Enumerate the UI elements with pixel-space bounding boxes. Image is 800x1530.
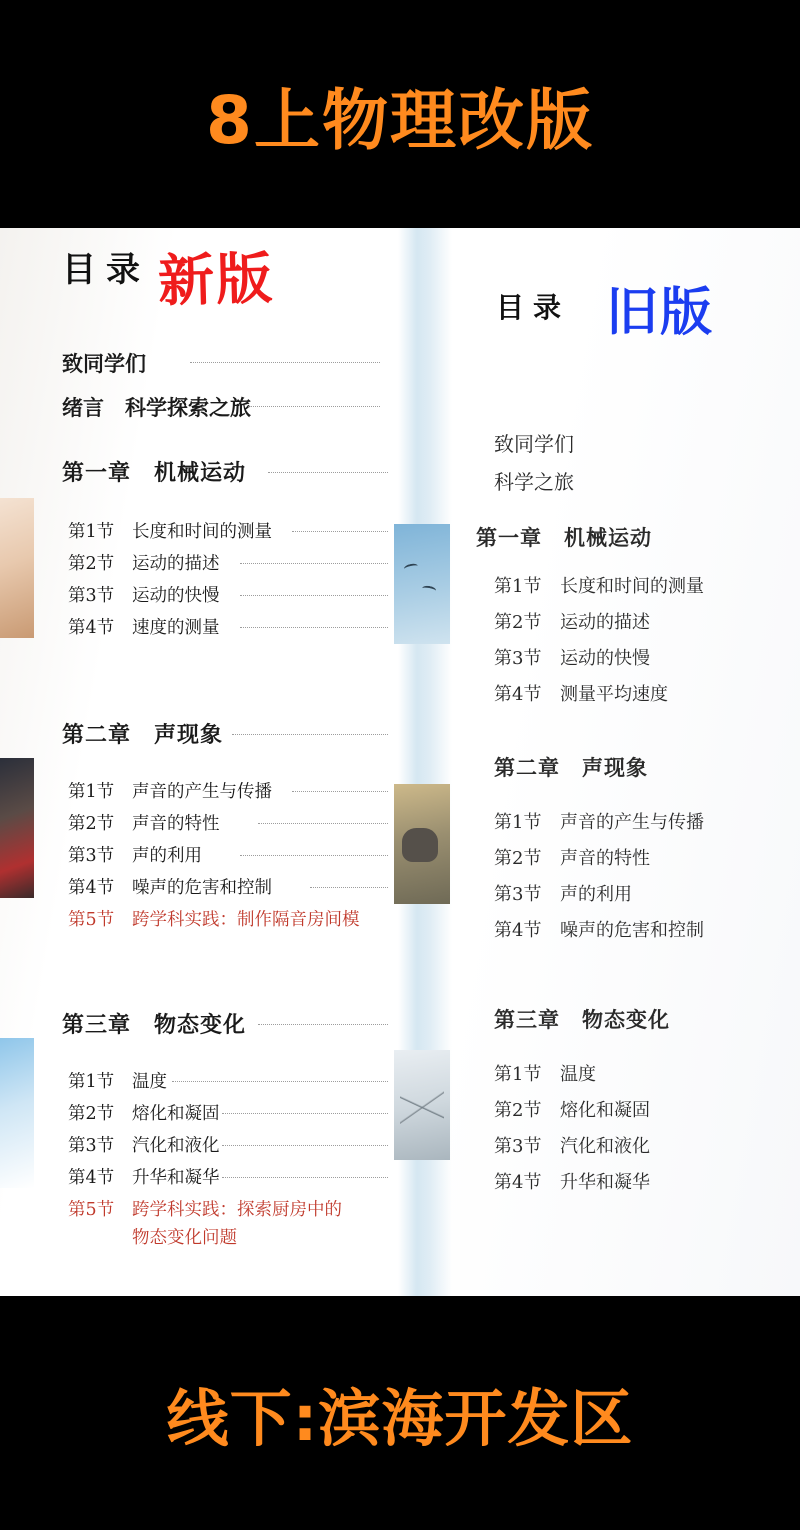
new-section-row-interdisciplinary bbox=[68, 1196, 342, 1221]
section-number: 第3节 bbox=[494, 648, 542, 669]
new-section-row bbox=[68, 778, 272, 803]
section-number: 第3节 bbox=[494, 884, 542, 905]
section-number: 第3节 bbox=[494, 1136, 542, 1157]
new-section-row bbox=[68, 614, 220, 639]
section-number: 第5节 bbox=[68, 910, 115, 930]
leader-dots bbox=[222, 1113, 388, 1114]
section-name: 温度 bbox=[132, 1072, 167, 1092]
old-chapter-title: 第二章 声现象 bbox=[494, 755, 648, 780]
section-name: 声音的特性 bbox=[560, 848, 650, 869]
leader-dots bbox=[248, 406, 380, 407]
section-name: 运动的快慢 bbox=[560, 648, 650, 669]
new-chapter-title: 第二章 声现象 bbox=[62, 722, 224, 748]
new-section-row bbox=[68, 842, 202, 867]
section-name: 汽化和液化 bbox=[132, 1136, 220, 1156]
top-title-banner bbox=[0, 0, 800, 228]
new-chapter-title: 第一章 机械运动 bbox=[62, 460, 247, 486]
new-front-matter-item: 致同学们 bbox=[62, 351, 146, 376]
old-chapter-title: 第三章 物态变化 bbox=[494, 1007, 670, 1032]
top-banner-text: 8上物理改版 bbox=[206, 81, 594, 159]
old-section-row bbox=[494, 680, 668, 706]
old-section-row bbox=[494, 572, 704, 598]
section-name: 噪声的危害和控制 bbox=[132, 878, 272, 898]
section-name: 温度 bbox=[560, 1064, 596, 1085]
section-name: 长度和时间的测量 bbox=[560, 576, 704, 597]
section-number: 第1节 bbox=[494, 576, 542, 597]
section-name: 速度的测量 bbox=[132, 618, 220, 638]
new-section-row bbox=[68, 582, 220, 607]
leader-dots bbox=[240, 855, 388, 856]
leader-dots bbox=[172, 1081, 388, 1082]
new-section-row bbox=[68, 518, 272, 543]
leader-dots bbox=[292, 531, 388, 532]
section-name: 升华和凝华 bbox=[132, 1168, 220, 1188]
section-number: 第1节 bbox=[68, 1072, 115, 1092]
leader-dots bbox=[268, 472, 388, 473]
section-name: 汽化和液化 bbox=[560, 1136, 650, 1157]
leader-dots bbox=[240, 595, 388, 596]
bottom-banner-text: 线下:滨海开发区 bbox=[166, 1381, 634, 1455]
section-name: 声的利用 bbox=[560, 884, 632, 905]
section-number: 第4节 bbox=[68, 1168, 115, 1188]
new-edition-toc-title: 目录 bbox=[62, 250, 150, 290]
section-name: 长度和时间的测量 bbox=[132, 522, 272, 542]
section-number: 第2节 bbox=[68, 1104, 115, 1124]
section-number: 第1节 bbox=[68, 782, 115, 802]
section-number: 第3节 bbox=[68, 586, 115, 606]
photo-ice bbox=[394, 1050, 450, 1160]
section-number: 第1节 bbox=[68, 522, 115, 542]
old-front-matter-item: 致同学们 bbox=[494, 432, 574, 456]
section-number: 第4节 bbox=[68, 878, 115, 898]
section-number: 第3节 bbox=[68, 1136, 115, 1156]
bottom-caption-banner bbox=[0, 1296, 800, 1530]
section-number: 第5节 bbox=[68, 1200, 115, 1220]
section-number: 第2节 bbox=[494, 1100, 542, 1121]
old-edition-badge: 旧版 bbox=[606, 283, 715, 343]
new-chapter-title: 第三章 物态变化 bbox=[62, 1012, 247, 1038]
section-name: 噪声的危害和控制 bbox=[560, 920, 704, 941]
section-number: 第4节 bbox=[494, 920, 542, 941]
old-section-row bbox=[494, 1096, 650, 1122]
section-name: 运动的快慢 bbox=[132, 586, 220, 606]
section-number: 第3节 bbox=[68, 846, 115, 866]
leader-dots bbox=[222, 1177, 388, 1178]
old-section-row bbox=[494, 916, 704, 942]
new-section-row-continued: 物态变化问题 bbox=[132, 1228, 237, 1248]
old-edition-column bbox=[452, 228, 800, 1296]
section-number: 第1节 bbox=[494, 1064, 542, 1085]
section-name: 测量平均速度 bbox=[560, 684, 668, 705]
section-name: 运动的描述 bbox=[132, 554, 220, 574]
new-edition-badge: 新版 bbox=[157, 246, 275, 315]
section-name: 声音的产生与传播 bbox=[132, 782, 272, 802]
photo-birds bbox=[394, 524, 450, 644]
new-section-row bbox=[68, 874, 272, 899]
old-section-row bbox=[494, 644, 650, 670]
photo-elephant bbox=[394, 784, 450, 904]
old-section-row bbox=[494, 1168, 650, 1194]
section-number: 第2节 bbox=[494, 612, 542, 633]
section-number: 第2节 bbox=[68, 554, 115, 574]
old-edition-toc-title: 目录 bbox=[496, 291, 571, 324]
leader-dots bbox=[310, 887, 388, 888]
section-name: 声音的产生与传播 bbox=[560, 812, 704, 833]
old-section-row bbox=[494, 880, 632, 906]
section-number: 第4节 bbox=[68, 618, 115, 638]
section-name: 升华和凝华 bbox=[560, 1172, 650, 1193]
section-name: 跨学科实践：制作隔音房间模 bbox=[132, 910, 360, 930]
section-number: 第4节 bbox=[494, 1172, 542, 1193]
section-name: 运动的描述 bbox=[560, 612, 650, 633]
section-name: 熔化和凝固 bbox=[560, 1100, 650, 1121]
new-section-row bbox=[68, 1068, 167, 1093]
leader-dots bbox=[258, 1024, 388, 1025]
leader-dots bbox=[232, 734, 388, 735]
leader-dots bbox=[258, 823, 388, 824]
new-section-row bbox=[68, 810, 220, 835]
textbook-contents-scan bbox=[0, 228, 800, 1296]
section-name: 声音的特性 bbox=[132, 814, 220, 834]
section-name: 声的利用 bbox=[132, 846, 202, 866]
section-number: 第2节 bbox=[494, 848, 542, 869]
old-section-row bbox=[494, 1060, 596, 1086]
old-chapter-title: 第一章 机械运动 bbox=[476, 525, 652, 550]
leader-dots bbox=[292, 791, 388, 792]
new-section-row-interdisciplinary bbox=[68, 906, 360, 931]
section-name: 跨学科实践：探索厨房中的 bbox=[132, 1200, 342, 1220]
old-section-row bbox=[494, 608, 650, 634]
new-edition-column bbox=[0, 228, 400, 1296]
old-section-row bbox=[494, 808, 704, 834]
new-front-matter-item: 绪言 科学探索之旅 bbox=[62, 395, 251, 420]
old-section-row bbox=[494, 844, 650, 870]
new-section-row bbox=[68, 1164, 220, 1189]
section-number: 第2节 bbox=[68, 814, 115, 834]
old-section-row bbox=[494, 1132, 650, 1158]
section-number: 第1节 bbox=[494, 812, 542, 833]
new-section-row bbox=[68, 550, 220, 575]
new-section-row bbox=[68, 1100, 220, 1125]
section-name: 熔化和凝固 bbox=[132, 1104, 220, 1124]
leader-dots bbox=[240, 563, 388, 564]
section-number: 第4节 bbox=[494, 684, 542, 705]
leader-dots bbox=[190, 362, 380, 363]
leader-dots bbox=[222, 1145, 388, 1146]
new-section-row bbox=[68, 1132, 220, 1157]
old-front-matter-item: 科学之旅 bbox=[494, 470, 574, 494]
leader-dots bbox=[240, 627, 388, 628]
